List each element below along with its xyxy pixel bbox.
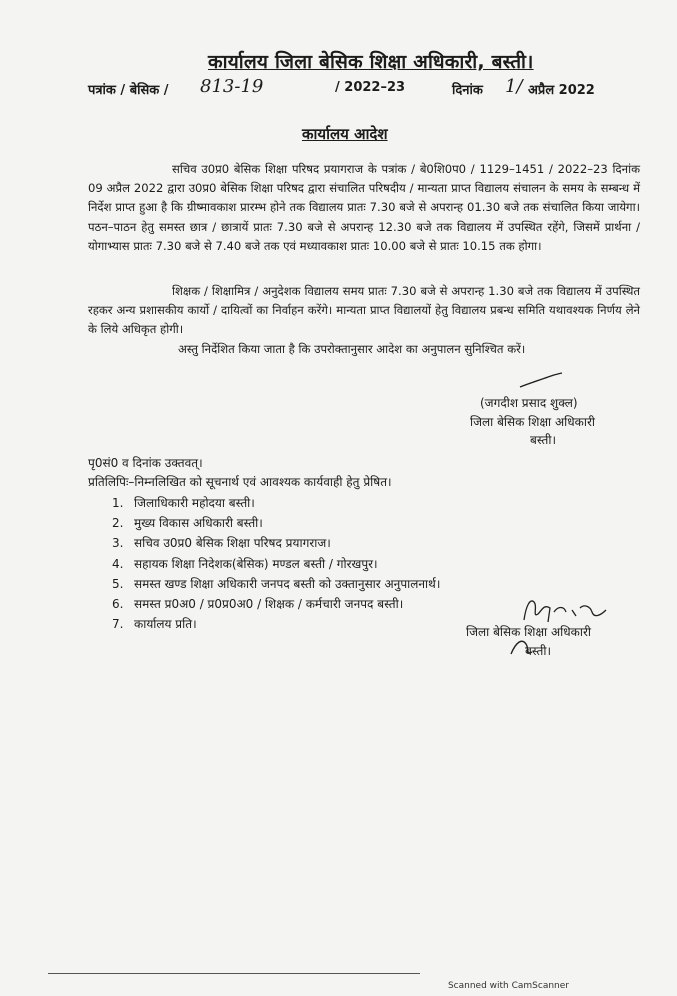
paragraph-2 [88, 282, 640, 340]
list-item: 5. समस्त खण्ड शिक्षा अधिकारी जनपद बस्ती को उक्तानुसार अनुपालनार्थ। [112, 576, 441, 591]
recipient-list [112, 493, 440, 634]
paragraph-1 [88, 160, 640, 256]
paragraph-1-text: सचिव उ0प्र0 बेसिक शिक्षा परिषद प्रयागराज के पत्रांक / बे0शि0प0 / 1129–1451 / 2022–23 दिनांक 09 अप्रैल 2022 द्वारा उ0प्र0 बेसिक शिक्षा परिषद द्वारा संचालित परिषदीय / मान्यता प्राप्त विद्यालय संचालन के समय के सम्बन्ध में निर्देश प्राप्त हुआ है कि ग्रीष्मावकाश प्रारम्भ होने तक विद्यालय प्रातः 7.30 बजे से अपरान्ह 01.30 बजे तक संचालित किया जायेगा। पठन–पाठन हेतु समस्त छात्र / छात्रायें प्रातः 7.30 बजे से अपरान्ह 12.30 बजे तक विद्यालय में उपस्थित रहेंगे, जिसमें प्रार्थना / योगाभ्यास प्रातः 7.30 बजे से 7.40 बजे तक एवं मध्यावकाश प्रातः 10.00 बजे से प्रातः 10.15 तक होगा। [88, 162, 640, 253]
list-item: 4. सहायक शिक्षा निदेशक(बेसिक) मण्डल बस्ती / गोरखपुर। [112, 556, 378, 571]
copy-intro: प्रतिलिपिः–निम्नलिखित को सूचनार्थ एवं आवश्यक कार्यवाही हेतु प्रेषित। [88, 475, 392, 489]
office-header-title: कार्यालय जिला बेसिक शिक्षा अधिकारी, बस्ती। [208, 51, 534, 73]
signatory-place: बस्ती। [530, 433, 557, 447]
copy-signatory-designation: जिला बेसिक शिक्षा अधिकारी [466, 625, 591, 639]
reference-year: / 2022–23 [335, 80, 406, 95]
signature-mark-3 [508, 634, 536, 660]
date-label: दिनांक [452, 83, 483, 98]
reference-label: पत्रांक / बेसिक / [88, 83, 169, 98]
list-item: 2. मुख्य विकास अधिकारी बस्ती। [112, 516, 263, 531]
date-handwritten: 1/ [505, 76, 523, 97]
list-item: 7. कार्यालय प्रति। [112, 617, 197, 632]
paragraph-2-text: शिक्षक / शिक्षामित्र / अनुदेशक विद्यालय समय प्रातः 7.30 बजे से अपरान्ह 1.30 बजे तक विद्यालय में उपस्थित रहकर अन्य प्रशासकीय कार्यो / दायित्वों का निर्वाहन करेंगे। मान्यता प्राप्त विद्यालयों हेतु विद्यालय प्रबन्ध समिति यथावश्यक निर्णय लेने के लिये अधिकृत होगी। [88, 284, 640, 337]
list-item: 1. जिलाधिकारी महोदया बस्ती। [112, 496, 255, 510]
copy-signatory-place: बस्ती। [525, 644, 552, 658]
reference-handwritten-number: 813-19 [200, 76, 264, 97]
signatory-designation: जिला बेसिक शिक्षा अधिकारी [470, 415, 595, 429]
signatory-name: (जगदीश प्रसाद शुक्ल) [480, 396, 578, 410]
footer-rule [48, 973, 420, 974]
list-item: 6. समस्त प्र0अ0 / प्र0प्र0अ0 / शिक्षक / कर्मचारी जनपद बस्ती। [112, 597, 404, 612]
order-title: कार्यालय आदेश [302, 125, 388, 143]
paragraph-3 [88, 340, 640, 359]
copy-reference-line: पृ0सं0 व दिनांक उक्तवत्। [88, 456, 203, 470]
date-text: अप्रैल 2022 [528, 83, 595, 98]
paragraph-3-text: अस्तु निर्देशित किया जाता है कि उपरोक्तानुसार आदेश का अनुपालन सुनिश्चित करें। [178, 342, 526, 356]
scanner-watermark: Scanned with CamScanner [447, 981, 569, 991]
list-item: 3. सचिव उ0प्र0 बेसिक शिक्षा परिषद प्रयागराज। [112, 536, 331, 551]
signature-mark-1 [518, 372, 564, 390]
